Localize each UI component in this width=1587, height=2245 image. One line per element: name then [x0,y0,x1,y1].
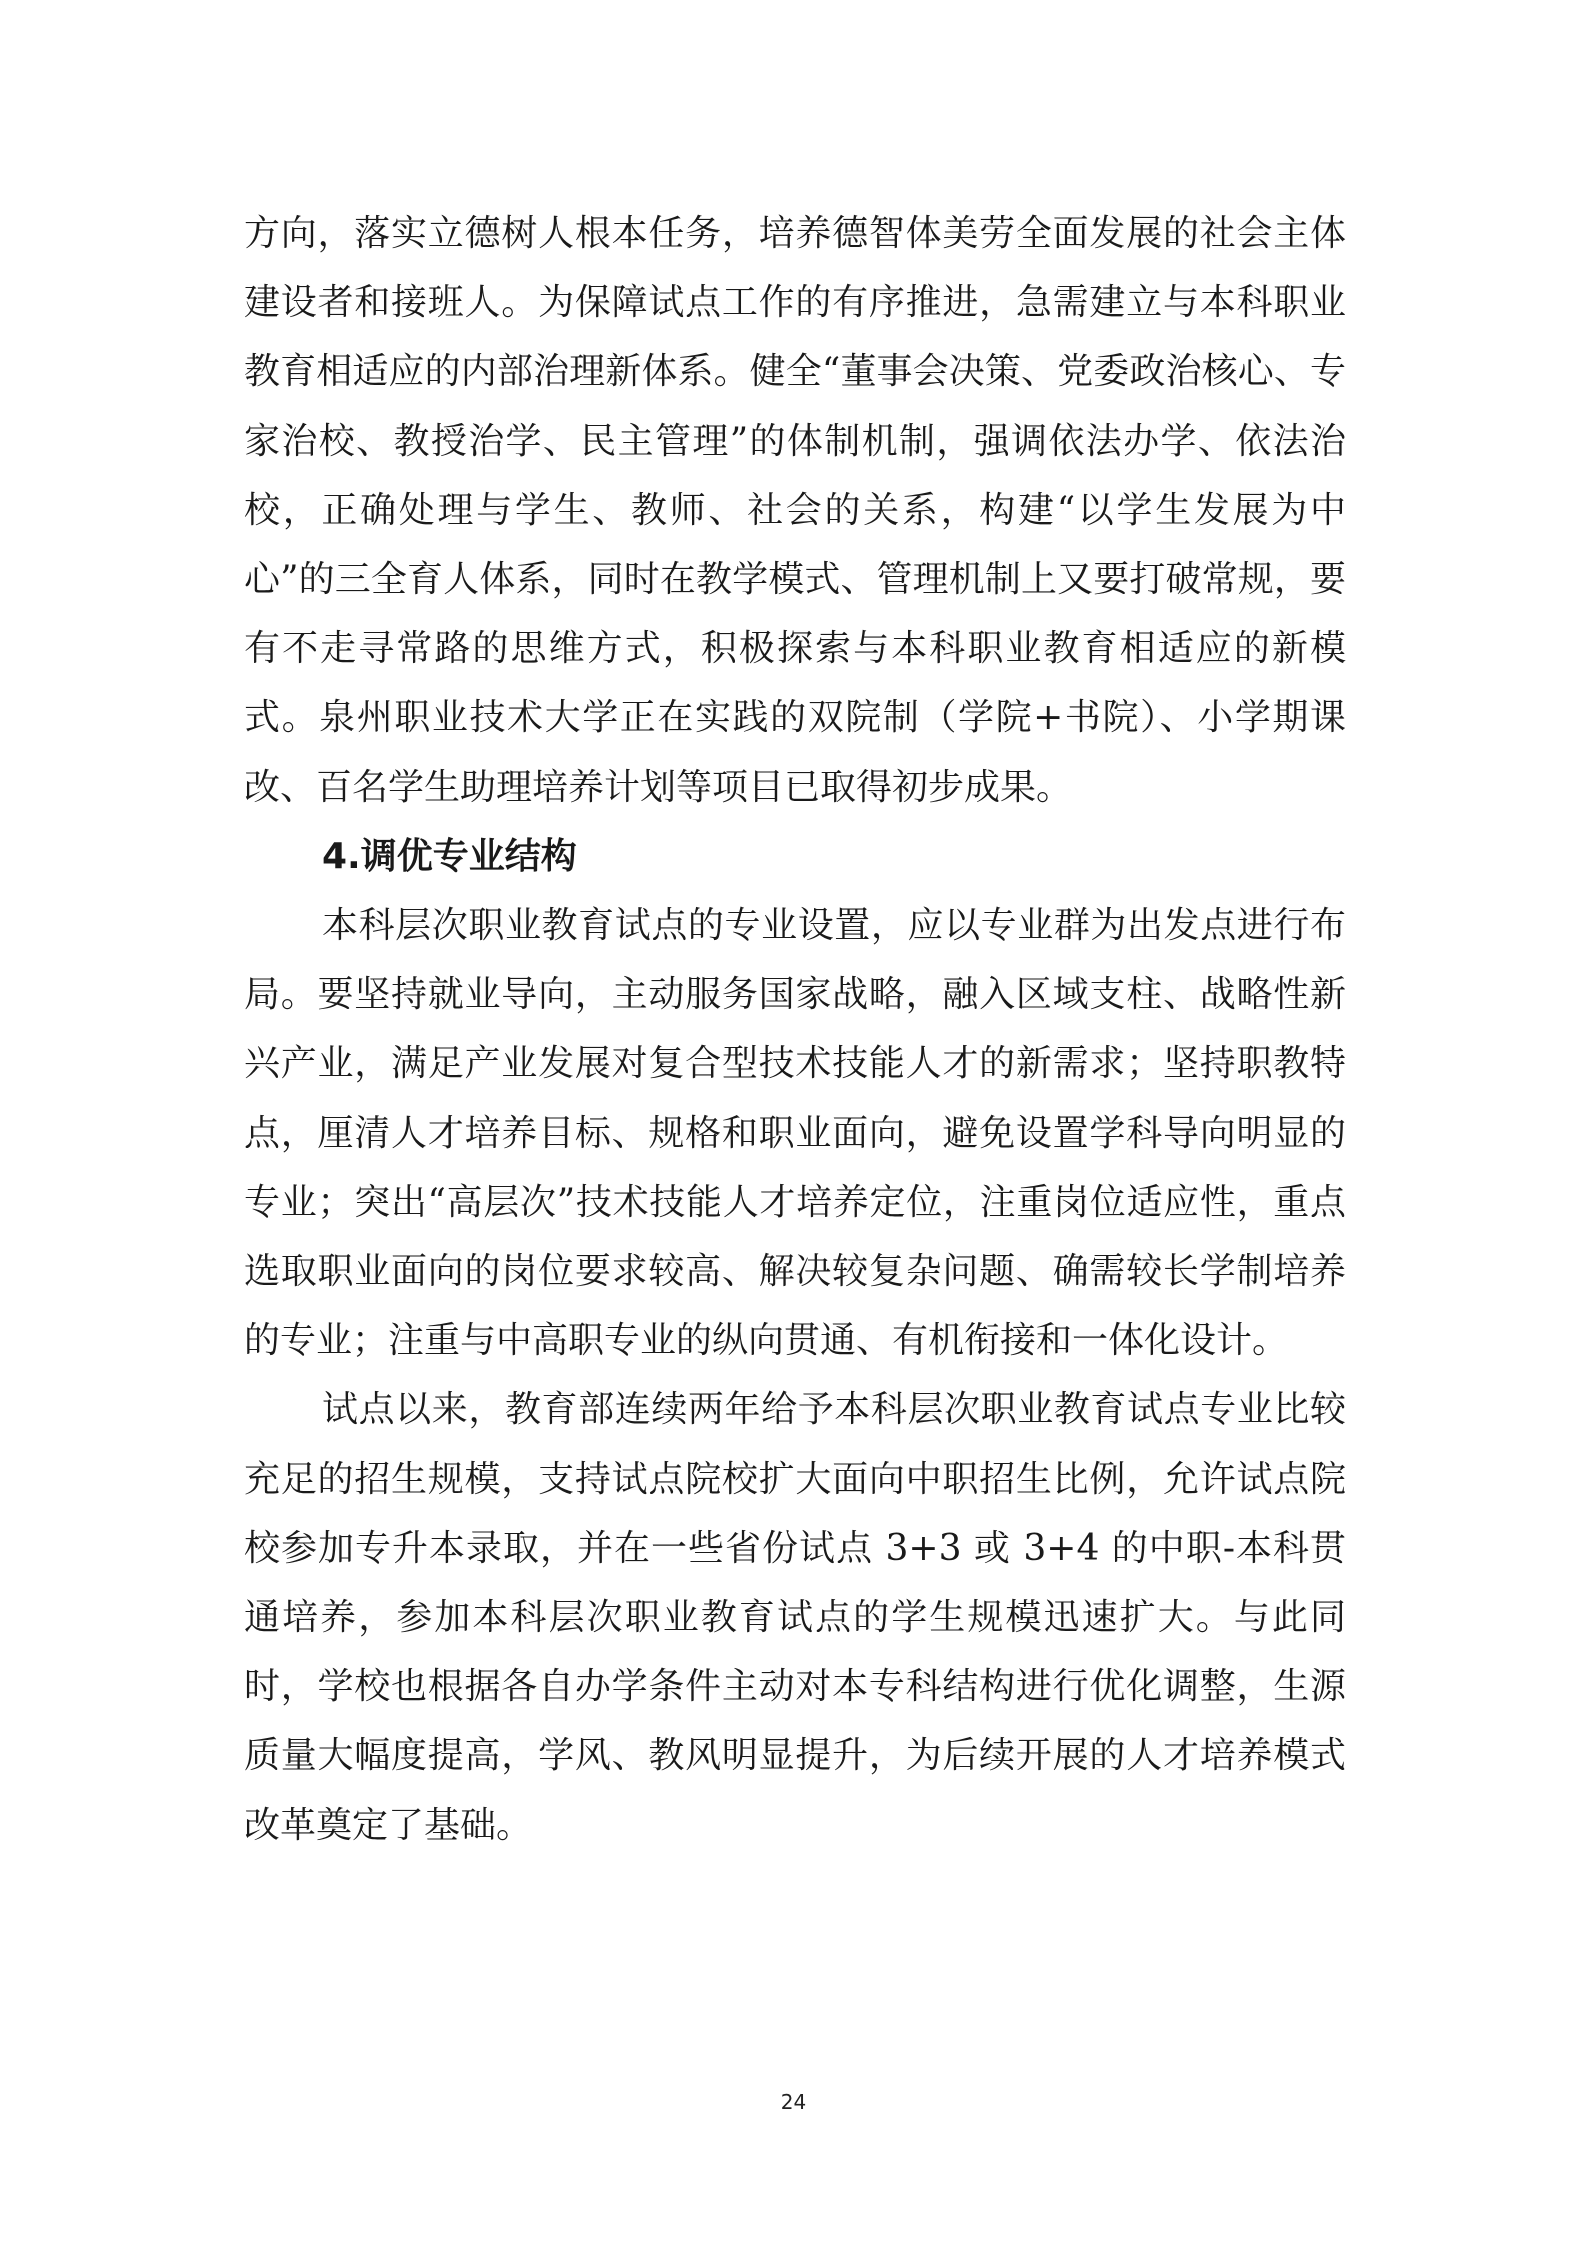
section-heading-major-structure: 4.调优专业结构 [322,835,577,877]
paragraph-governance: 方向，落实立德树人根本任务，培养德智体美劳全面发展的社会主体建设者和接班人。为保障试点工作的有序推进，急需建立与本科职业教育相适应的内部治理新体系。健全“董事会决策、党委政治核心、专家治校、教授治学、民主管理”的体制机制，强调依法办学、依法治校，正确处理与学生、教师、社会的关系，构建“以学生发展为中心”的三全育人体系，同时在教学模式、管理机制上又要打破常规，要有不走寻常路的思维方式，积极探索与本科职业教育相适应的新模式。泉州职业技术大学正在实践的双院制（学院+书院）、小学期课改、百名学生助理培养计划等项目已取得初步成果。 [244,213,1346,808]
page-number: 24 [780,2090,807,2114]
paragraph-major-setting: 本科层次职业教育试点的专业设置，应以专业群为出发点进行布局。要坚持就业导向，主动服务国家战略，融入区域支柱、战略性新兴产业，满足产业发展对复合型技术技能人才的新需求；坚持职教特点，厘清人才培养目标、规格和职业面向，避免设置学科导向明显的专业；突出“高层次”技术技能人才培养定位，注重岗位适应性，重点选取职业面向的岗位要求较高、解决较复杂问题、确需较长学制培养的专业；注重与中高职专业的纵向贯通、有机衔接和一体化设计。 [244,905,1346,1362]
paragraph-enrollment: 试点以来，教育部连续两年给予本科层次职业教育试点专业比较充足的招生规模，支持试点院校扩大面向中职招生比例，允许试点院校参加专升本录取，并在一些省份试点 3+3 或 3+4 的中职-本科贯通培养，参加本科层次职业教育试点的学生规模迅速扩大。与此同时，学校也根据各自办学条件主动对本专科结构进行优化调整，生源质量大幅度提高，学风、教风明显提升，为后续开展的人才培养模式改革奠定了基础。 [244,1389,1346,1846]
document-body [244,199,1346,1860]
